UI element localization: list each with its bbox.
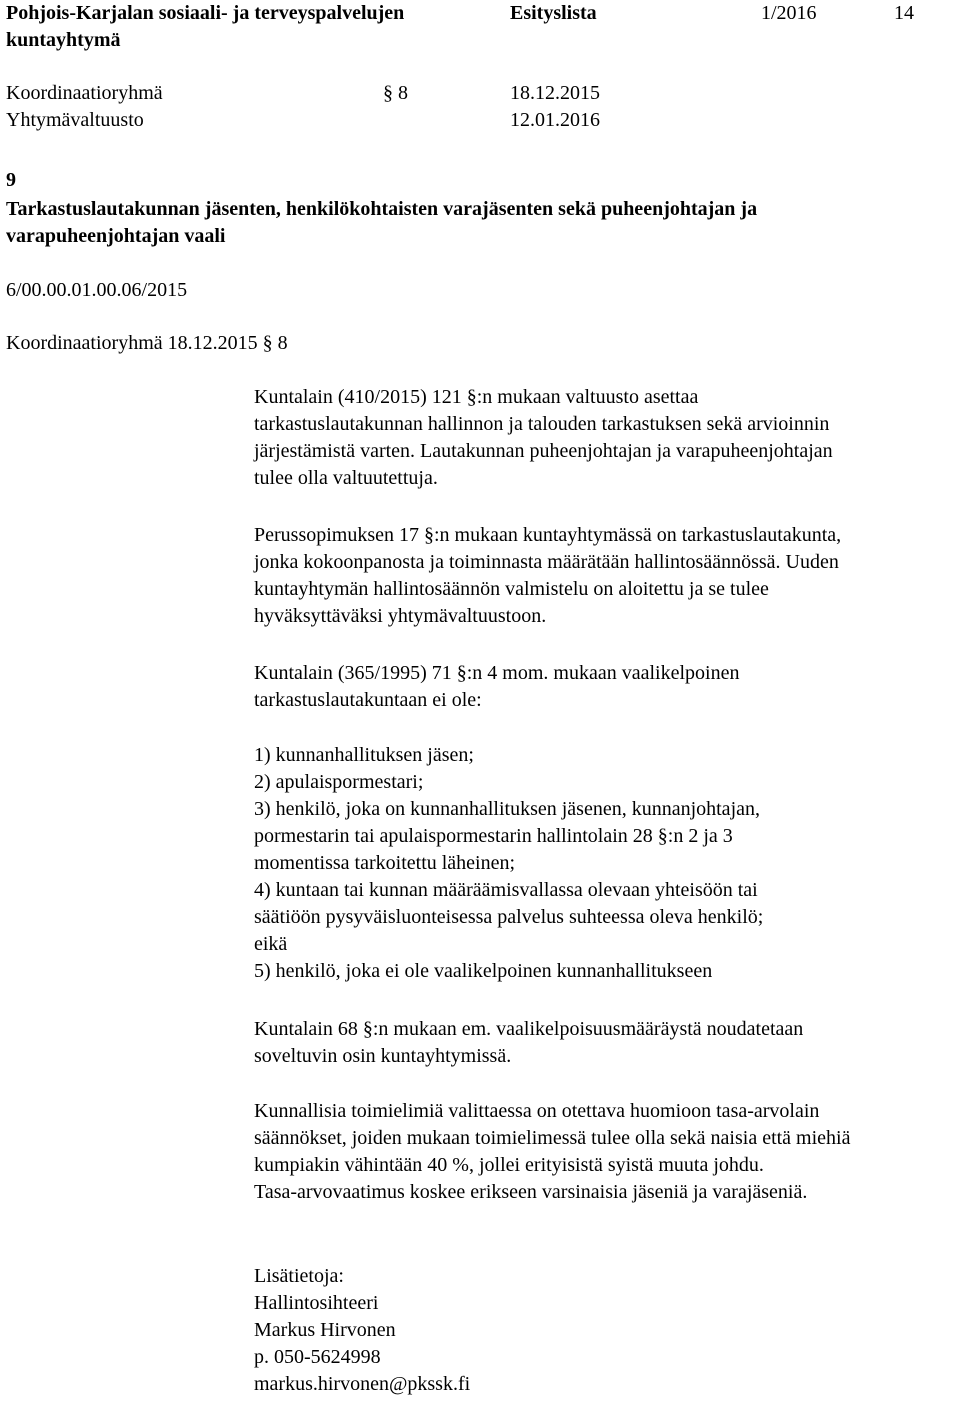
contact-title: Hallintosihteeri xyxy=(254,1292,379,1314)
contact-info xyxy=(254,1263,954,1398)
list-item: 4) kuntaan tai kunnan määräämisvallassa olevaan yhteisöön tai xyxy=(254,879,758,901)
item-title xyxy=(6,196,757,250)
list-item: 2) apulaispormestari; xyxy=(254,771,424,793)
paragraph-line: tarkastuslautakuntaan ei ole: xyxy=(254,689,482,711)
paragraph-line: Kuntalain (365/1995) 71 §:n 4 mom. mukaan vaalikelpoinen xyxy=(254,662,740,684)
contact-email: markus.hirvonen@pkssk.fi xyxy=(254,1373,471,1395)
paragraph-line: Kunnallisia toimielimiä valittaessa on otettava huomioon tasa-arvolain xyxy=(254,1100,820,1122)
list-item: säätiöön pysyväisluonteisessa palvelus suhteessa oleva henkilö; xyxy=(254,906,764,928)
paragraph-line: järjestämistä varten. Lautakunnan puheenjohtajan ja varapuheenjohtajan xyxy=(254,440,833,462)
document-type: Esityslista xyxy=(510,2,597,24)
paragraph-line: jonka kokoonpanosta ja toiminnasta määrätään hallintosäännössä. Uuden xyxy=(254,551,839,573)
meeting-date-1: 18.12.2015 xyxy=(510,82,600,104)
item-title-line-2: varapuheenjohtajan vaali xyxy=(6,225,226,247)
paragraph-equality xyxy=(254,1098,954,1206)
section-number: § 8 xyxy=(383,82,408,104)
paragraph-line: Tasa-arvovaatimus koskee erikseen varsinaisia jäseniä ja varajäseniä. xyxy=(254,1181,808,1203)
organization-name xyxy=(6,0,404,54)
meeting-body-2: Yhtymävaltuusto xyxy=(6,109,144,131)
list-item: eikä xyxy=(254,933,288,955)
contact-name: Markus Hirvonen xyxy=(254,1319,396,1341)
item-number: 9 xyxy=(6,169,16,191)
paragraph-line: kumpiakin vähintään 40 %, jollei erityisistä syistä muuta johdu. xyxy=(254,1154,764,1176)
paragraph-line: tulee olla valtuutettuja. xyxy=(254,467,438,489)
paragraph-line: tarkastuslautakunnan hallinnon ja talouden tarkastuksen sekä arvioinnin xyxy=(254,413,830,435)
paragraph-eligibility-intro xyxy=(254,660,954,714)
paragraph-line: soveltuvin osin kuntayhtymissä. xyxy=(254,1045,512,1067)
list-item: pormestarin tai apulaispormestarin hallintolain 28 §:n 2 ja 3 xyxy=(254,825,733,847)
organization-name-line-2: kuntayhtymä xyxy=(6,29,121,51)
contact-heading: Lisätietoja: xyxy=(254,1265,344,1287)
organization-name-line-1: Pohjois-Karjalan sosiaali- ja terveyspalvelujen xyxy=(6,2,405,24)
list-item: momentissa tarkoitettu läheinen; xyxy=(254,852,516,874)
ineligibility-list xyxy=(254,742,954,985)
paragraph-line: Perussopimuksen 17 §:n mukaan kuntayhtymässä on tarkastuslautakunta, xyxy=(254,524,842,546)
paragraph-line: säännökset, joiden mukaan toimielimessä tulee olla sekä naisia että miehiä xyxy=(254,1127,851,1149)
paragraph-basic-agreement xyxy=(254,522,954,630)
paragraph-eligibility-rule xyxy=(254,1016,954,1070)
list-item: 5) henkilö, joka ei ole vaalikelpoinen kunnanhallitukseen xyxy=(254,960,713,982)
paragraph-line: Kuntalain 68 §:n mukaan em. vaalikelpoisuusmääräystä noudatetaan xyxy=(254,1018,804,1040)
preparation-line: Koordinaatioryhmä 18.12.2015 § 8 xyxy=(6,332,288,354)
list-item: 1) kunnanhallituksen jäsen; xyxy=(254,744,474,766)
page-number: 14 xyxy=(894,2,914,24)
issue-number: 1/2016 xyxy=(761,2,817,24)
paragraph-line: hyväksyttäväksi yhtymävaltuustoon. xyxy=(254,605,547,627)
list-item: 3) henkilö, joka on kunnanhallituksen jäsenen, kunnanjohtajan, xyxy=(254,798,760,820)
paragraph-legal-basis xyxy=(254,384,954,492)
meeting-date-2: 12.01.2016 xyxy=(510,109,600,131)
meeting-body-1: Koordinaatioryhmä xyxy=(6,82,163,104)
paragraph-line: Kuntalain (410/2015) 121 §:n mukaan valtuusto asettaa xyxy=(254,386,699,408)
item-title-line-1: Tarkastuslautakunnan jäsenten, henkilökohtaisten varajäsenten sekä puheenjohtajan ja xyxy=(6,198,758,220)
paragraph-line: kuntayhtymän hallintosäännön valmistelu on aloitettu ja se tulee xyxy=(254,578,769,600)
record-id: 6/00.00.01.00.06/2015 xyxy=(6,279,188,301)
contact-phone: p. 050-5624998 xyxy=(254,1346,381,1368)
